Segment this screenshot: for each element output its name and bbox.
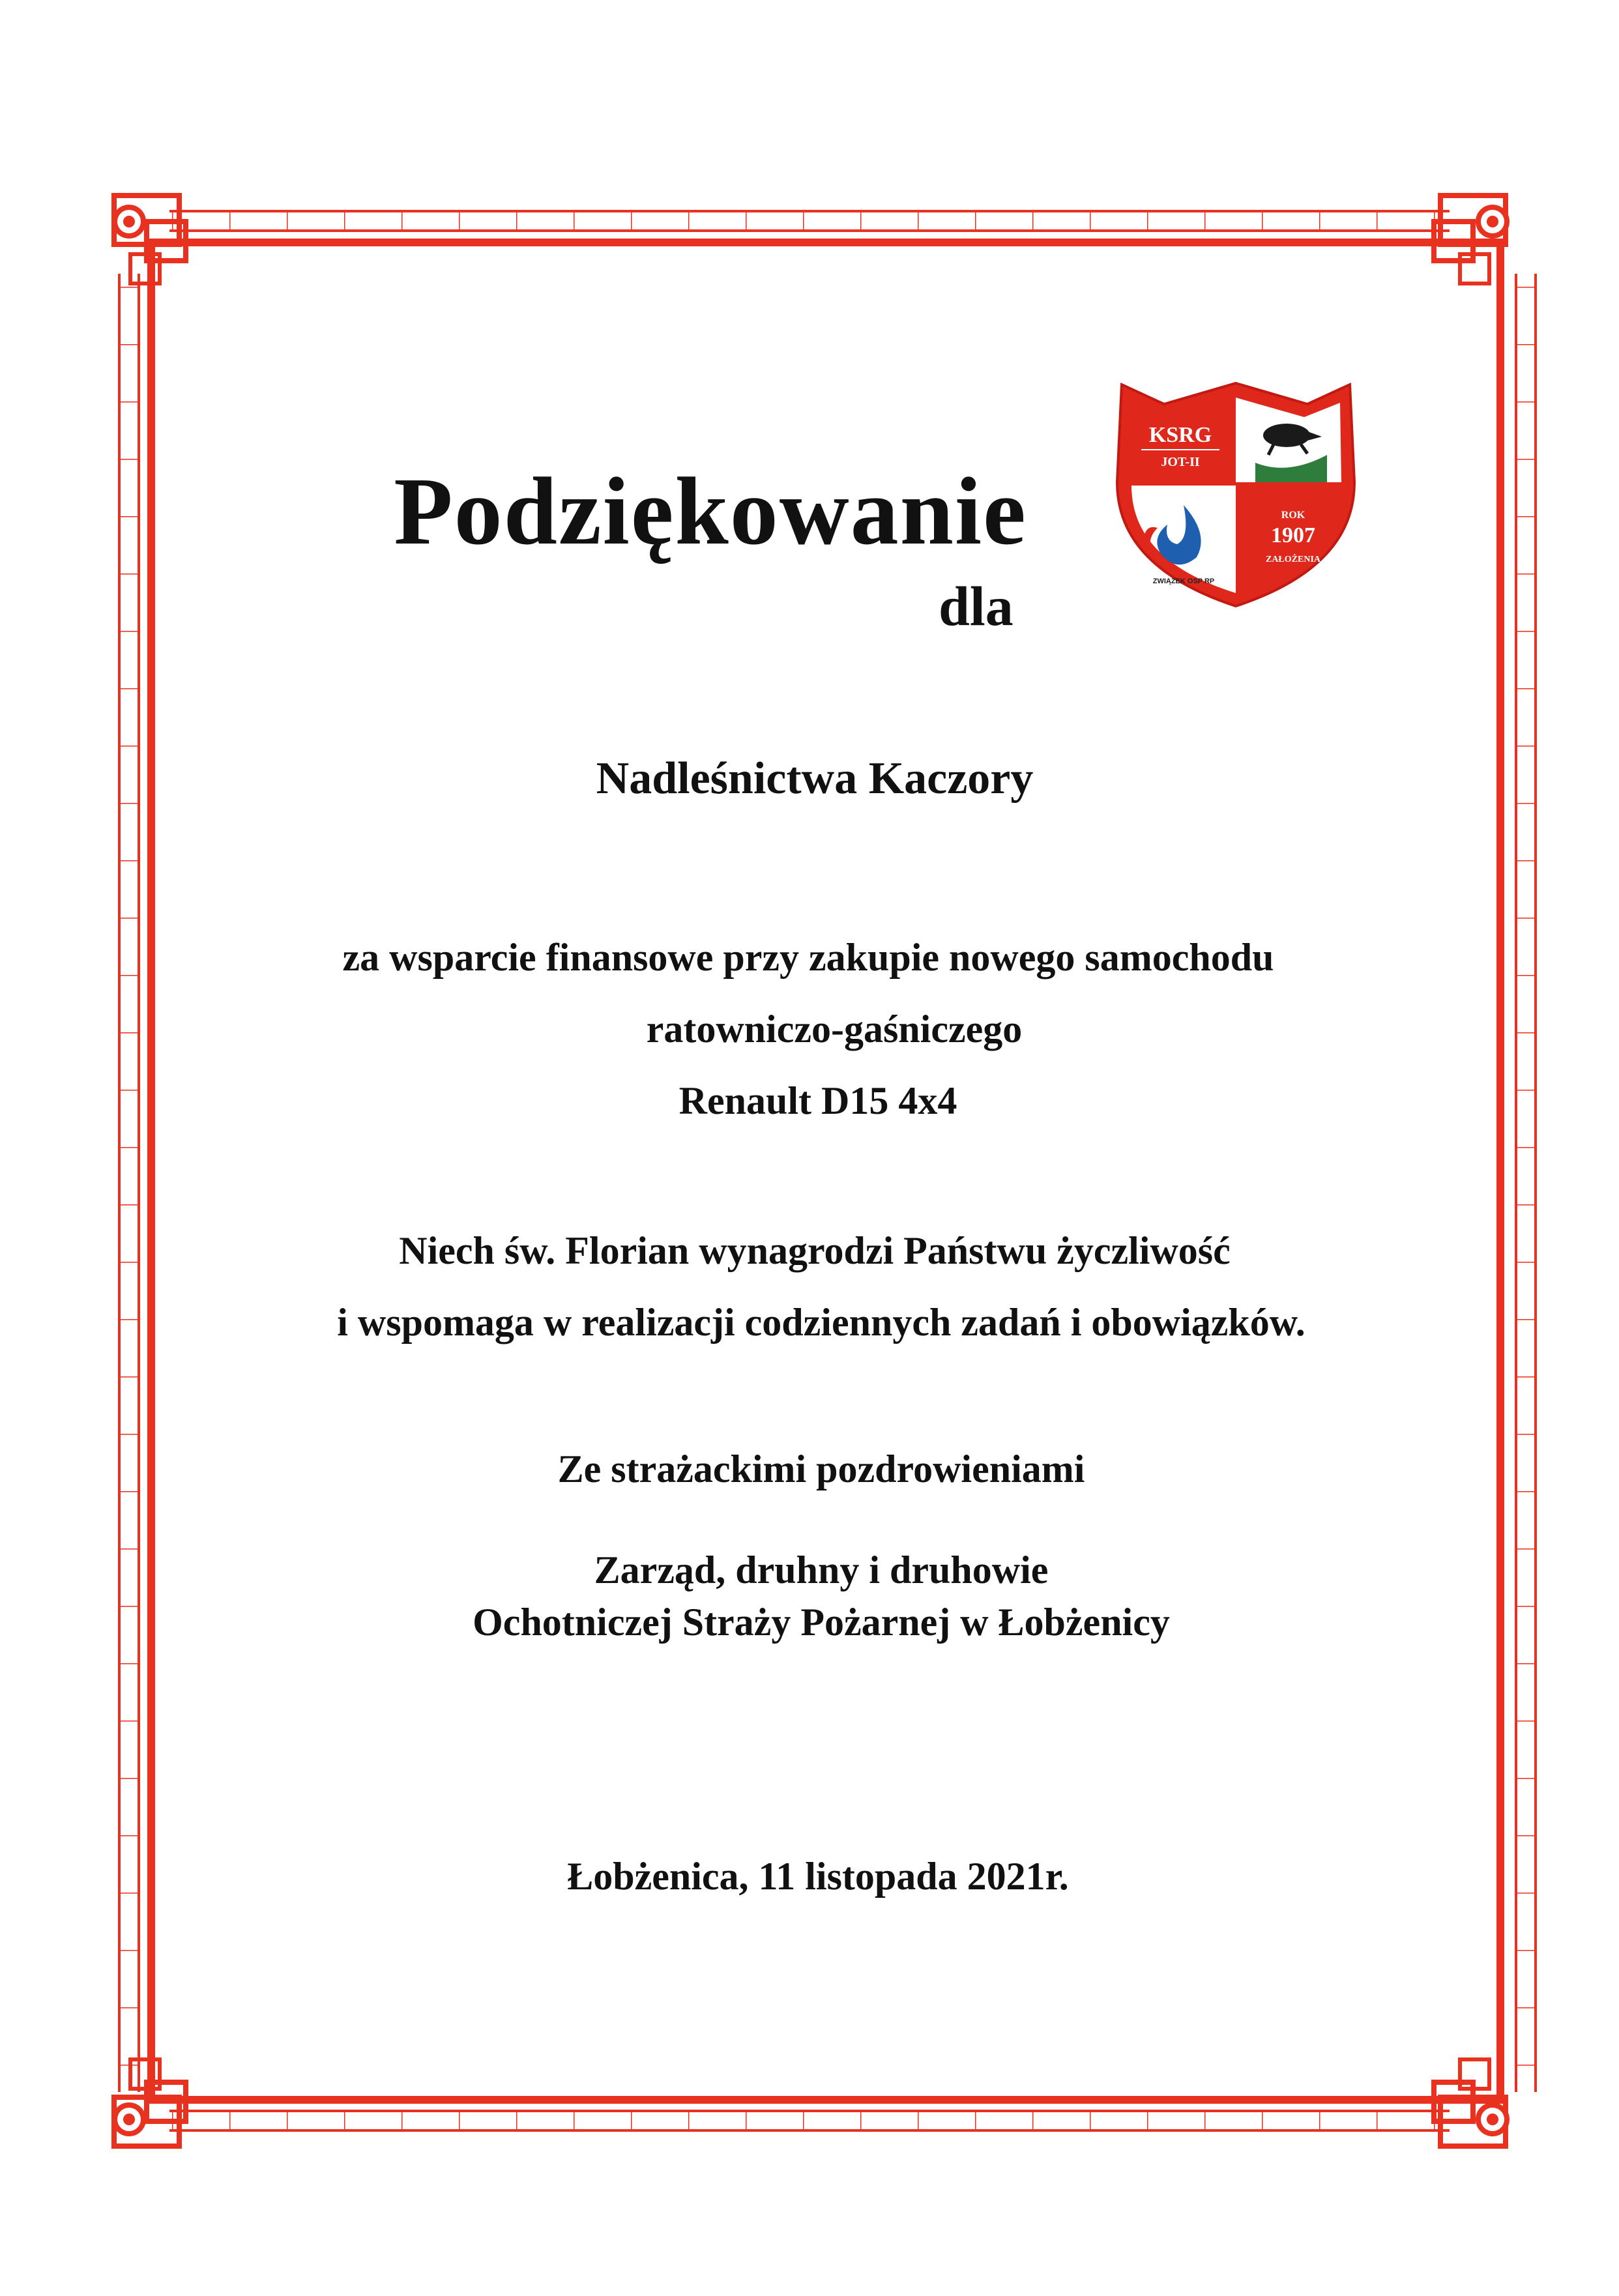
body-line-1: za wsparcie finansowe przy zakupie nowego samochodu xyxy=(342,936,1274,979)
signature-line-1: Zarząd, druhny i druhowie xyxy=(594,1548,1049,1591)
ksrg-emblem-logo xyxy=(1112,378,1360,613)
signature-line-2: Ochotniczej Straży Pożarnej w Łobżenicy xyxy=(473,1601,1170,1644)
logo-ksrg-text: KSRG xyxy=(1148,423,1212,447)
logo-jot-text: JOT-II xyxy=(1161,455,1200,469)
body-line-4: Niech św. Florian wynagrodzi Państwu życzliwość xyxy=(399,1229,1231,1272)
subtitle-dla: dla xyxy=(939,575,1014,637)
body-line-2: ratowniczo-gaśniczego xyxy=(646,1008,1023,1051)
logo-zwiazek-text: ZWIĄZEK OSP RP xyxy=(1152,577,1215,585)
logo-zalozenia-text: ZAŁOŻENIA xyxy=(1265,555,1321,564)
body-line-5: i wspomaga w realizacji codziennych zadań i obowiązków. xyxy=(337,1301,1305,1344)
page-title: Podziękowanie xyxy=(394,458,1027,565)
logo-year-text: 1907 xyxy=(1271,523,1315,547)
body-line-3: Renault D15 4x4 xyxy=(678,1079,957,1122)
recipient-name: Nadleśnictwa Kaczory xyxy=(596,753,1034,804)
place-date-line: Łobżenica, 11 listopada 2021r. xyxy=(567,1855,1069,1898)
logo-rok-text: ROK xyxy=(1281,510,1305,521)
greeting-line: Ze strażackimi pozdrowieniami xyxy=(557,1447,1085,1490)
